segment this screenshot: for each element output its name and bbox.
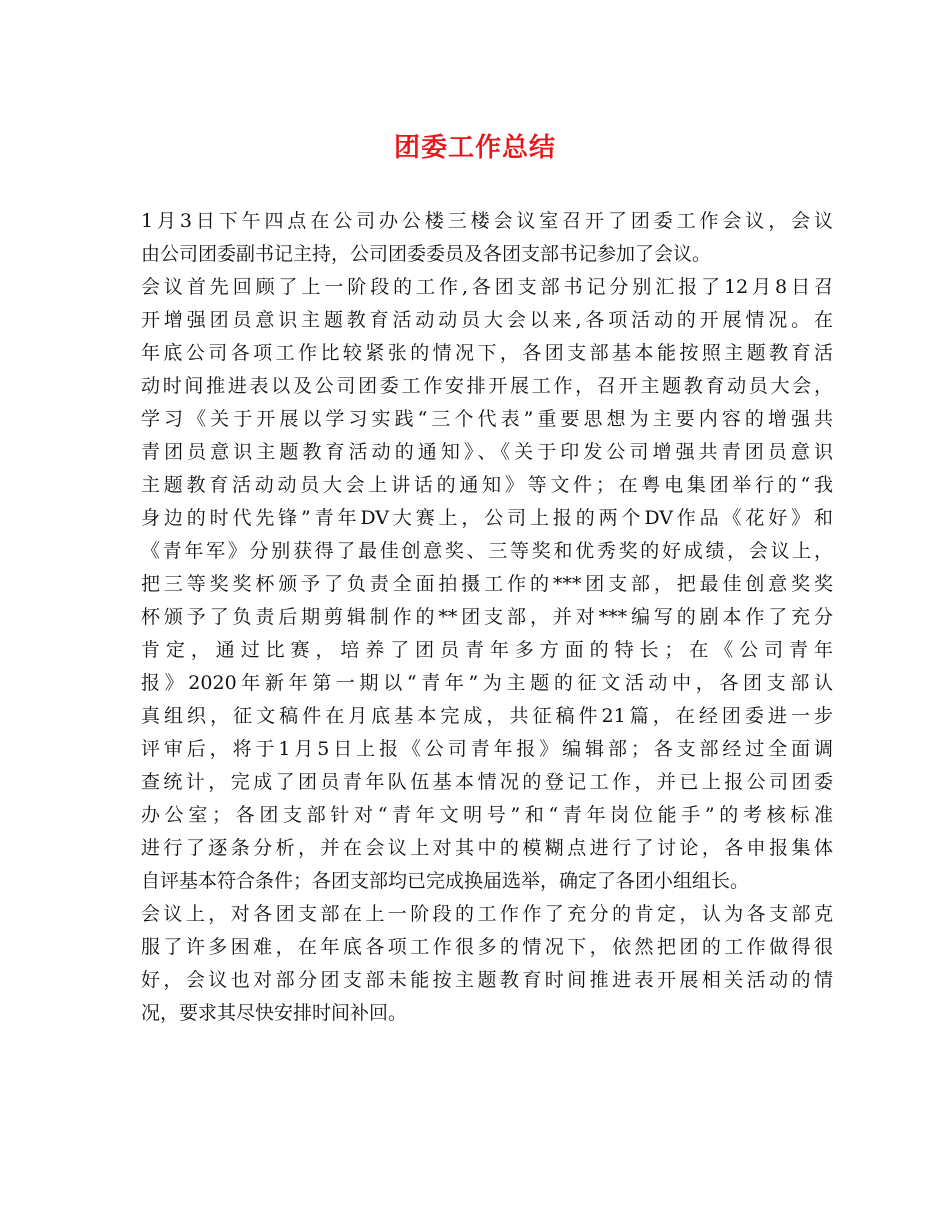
text-line: 由公司团委副书记主持，公司团委委员及各团支部书记参加了会议。 (141, 243, 712, 265)
text-line: 会议上，对各团支部在上一阶段的工作作了充分的肯定，认为各支部克 (141, 903, 833, 925)
document-body (141, 205, 833, 1030)
text-line: 自评基本符合条件；各团支部均已完成换届选举，确定了各团小组组长。 (141, 870, 750, 892)
text-line: 年底公司各项工作比较紧张的情况下，各团支部基本能按照主题教育活 (141, 342, 833, 364)
text-line: 杯颁予了负责后期剪辑制作的**团支部，并对***编写的剧本作了充分 (141, 606, 833, 628)
text-line: 进行了逐条分析，并在会议上对其中的模糊点进行了讨论，各申报集体 (141, 837, 833, 859)
text-line: 把三等奖奖杯颁予了负责全面拍摄工作的***团支部，把最佳创意奖奖 (141, 573, 833, 595)
text-line: 肯定，通过比赛，培养了团员青年多方面的特长；在《公司青年 (141, 639, 833, 661)
text-line: 开增强团员意识主题教育活动动员大会以来,各项活动的开展情况。在 (141, 309, 833, 331)
text-line: 好，会议也对部分团支部未能按主题教育时间推进表开展相关活动的情 (141, 969, 833, 991)
text-line: 身边的时代先锋”青年DV大赛上，公司上报的两个DV作品《花好》和 (141, 507, 833, 529)
text-line: 主题教育活动动员大会上讲话的通知》等文件；在粤电集团举行的“我 (141, 474, 833, 496)
document-title: 团委工作总结 (393, 133, 556, 163)
text-line: 1月3日下午四点在公司办公楼三楼会议室召开了团委工作会议，会议 (141, 210, 833, 232)
text-line: 查统计，完成了团员青年队伍基本情况的登记工作，并已上报公司团委 (141, 771, 833, 793)
text-line: 评审后，将于1月5日上报《公司青年报》编辑部；各支部经过全面调 (141, 738, 833, 760)
text-line: 青团员意识主题教育活动的通知》、《关于印发公司增强共青团员意识 (141, 441, 833, 463)
text-line: 动时间推进表以及公司团委工作安排开展工作，召开主题教育动员大会， (141, 375, 833, 397)
text-line: 会议首先回顾了上一阶段的工作,各团支部书记分别汇报了12月8日召 (141, 276, 833, 298)
text-line: 真组织，征文稿件在月底基本完成，共征稿件21篇，在经团委进一步 (141, 705, 833, 727)
text-line: 服了许多困难，在年底各项工作很多的情况下，依然把团的工作做得很 (141, 936, 833, 958)
text-line: 报》2020年新年第一期以“青年”为主题的征文活动中，各团支部认 (141, 672, 833, 694)
text-line: 况，要求其尽快安排时间补回。 (141, 1002, 408, 1024)
text-line: 《青年军》分别获得了最佳创意奖、三等奖和优秀奖的好成绩，会议上， (141, 540, 833, 562)
text-line: 学习《关于开展以学习实践“三个代表”重要思想为主要内容的增强共 (141, 408, 833, 430)
text-line: 办公室；各团支部针对“青年文明号”和“青年岗位能手”的考核标准 (141, 804, 833, 826)
